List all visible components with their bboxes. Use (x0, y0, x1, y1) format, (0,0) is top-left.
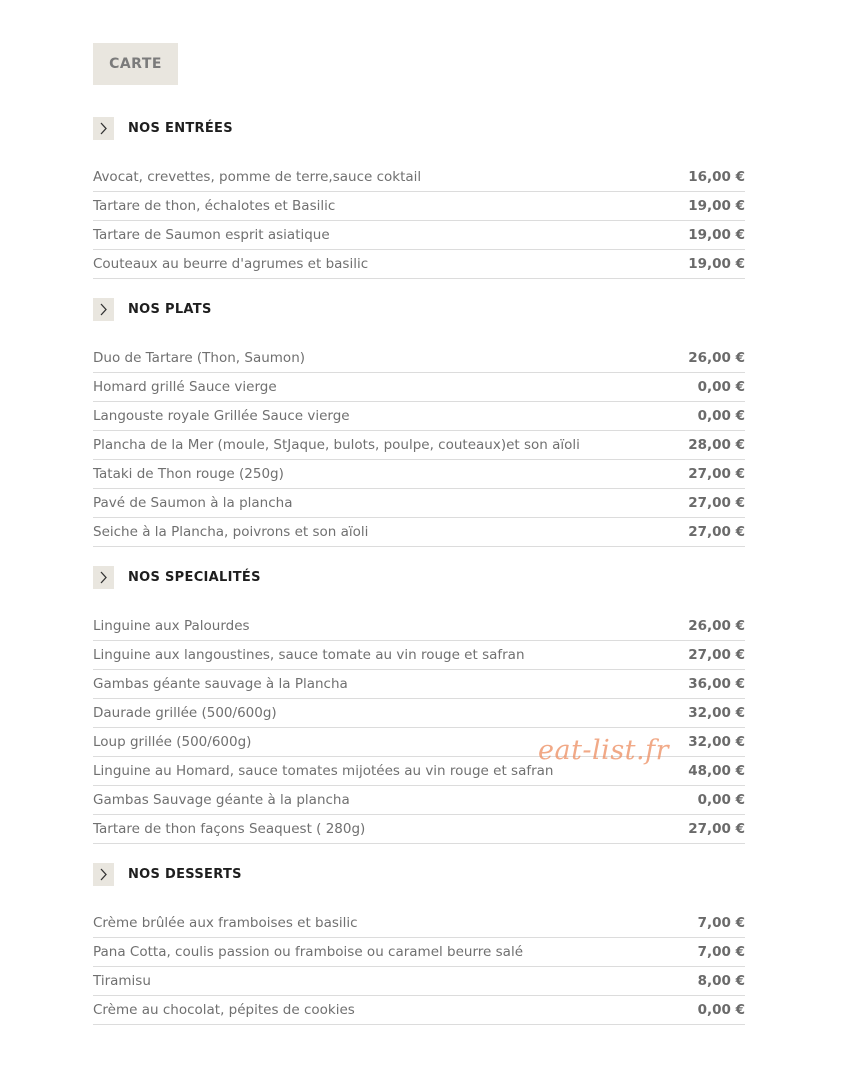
menu-item-name: Pavé de Saumon à la plancha (93, 495, 293, 511)
menu-item-name: Couteaux au beurre d'agrumes et basilic (93, 256, 369, 272)
menu-item-name: Daurade grillée (500/600g) (93, 705, 277, 721)
menu-item-name: Loup grillée (500/600g) (93, 734, 252, 750)
menu-item (93, 699, 745, 728)
menu-item-price: 19,00 € (688, 198, 745, 214)
menu-item-price: 27,00 € (688, 495, 745, 511)
menu-section (93, 297, 745, 547)
menu-item-name: Duo de Tartare (Thon, Saumon) (93, 350, 306, 366)
menu-item (93, 815, 745, 844)
menu-item (93, 163, 745, 192)
menu-item-list (93, 909, 745, 1025)
menu-item-name: Avocat, crevettes, pomme de terre,sauce coktail (93, 169, 422, 185)
menu-item (93, 373, 745, 402)
chevron-right-icon[interactable] (93, 566, 114, 589)
chevron-right-icon[interactable] (93, 863, 114, 886)
menu-item-name: Homard grillé Sauce vierge (93, 379, 277, 395)
menu-item-name: Langouste royale Grillée Sauce vierge (93, 408, 350, 424)
menu-item (93, 612, 745, 641)
menu-item-name: Gambas géante sauvage à la Plancha (93, 676, 348, 692)
menu-item (93, 402, 745, 431)
section-title: NOS DESSERTS (128, 866, 242, 882)
section-header[interactable] (93, 116, 745, 140)
menu-item (93, 221, 745, 250)
menu-item-name: Seiche à la Plancha, poivrons et son aïoli (93, 524, 369, 540)
menu-item-name: Linguine aux Palourdes (93, 618, 250, 634)
menu-item-name: Linguine aux langoustines, sauce tomate au vin rouge et safran (93, 647, 525, 663)
menu-item-price: 26,00 € (688, 350, 745, 366)
watermark: eat-list.fr (538, 735, 670, 766)
menu-item-name: Crème brûlée aux framboises et basilic (93, 915, 358, 931)
menu-item-price: 0,00 € (697, 379, 745, 395)
menu-item-list (93, 163, 745, 279)
menu-item-price: 26,00 € (688, 618, 745, 634)
section-title: NOS SPECIALITÉS (128, 569, 261, 585)
menu-item-price: 0,00 € (697, 792, 745, 808)
menu-item-name: Tataki de Thon rouge (250g) (93, 466, 284, 482)
menu-item-price: 7,00 € (697, 944, 745, 960)
menu-item (93, 670, 745, 699)
menu-section (93, 565, 745, 844)
menu-item-price: 0,00 € (697, 1002, 745, 1018)
tab-carte[interactable]: CARTE (93, 43, 178, 85)
menu-item (93, 489, 745, 518)
menu-item-name: Tartare de thon façons Seaquest ( 280g) (93, 821, 366, 837)
section-title: NOS ENTRÉES (128, 120, 233, 136)
menu-item-price: 32,00 € (688, 705, 745, 721)
menu-item-price: 32,00 € (688, 734, 745, 750)
menu-item (93, 938, 745, 967)
menu-item-price: 16,00 € (688, 169, 745, 185)
menu-item (93, 641, 745, 670)
menu-item-price: 27,00 € (688, 821, 745, 837)
section-header[interactable] (93, 565, 745, 589)
menu-item-price: 0,00 € (697, 408, 745, 424)
menu-item-name: Crème au chocolat, pépites de cookies (93, 1002, 355, 1018)
menu-item-price: 8,00 € (697, 973, 745, 989)
menu-item (93, 786, 745, 815)
menu-item (93, 460, 745, 489)
section-title: NOS PLATS (128, 301, 212, 317)
menu-item-price: 19,00 € (688, 256, 745, 272)
menu-item-price: 27,00 € (688, 647, 745, 663)
menu-item (93, 431, 745, 460)
menu-item-list (93, 344, 745, 547)
menu-item-name: Tartare de Saumon esprit asiatique (93, 227, 330, 243)
menu-item (93, 967, 745, 996)
menu-item-price: 7,00 € (697, 915, 745, 931)
menu-item (93, 909, 745, 938)
menu-section (93, 116, 745, 279)
menu-item (93, 192, 745, 221)
menu-item (93, 344, 745, 373)
menu-item-name: Pana Cotta, coulis passion ou framboise ou caramel beurre salé (93, 944, 524, 960)
menu-item (93, 996, 745, 1025)
menu-item-price: 28,00 € (688, 437, 745, 453)
menu-item (93, 250, 745, 279)
menu-item-price: 27,00 € (688, 524, 745, 540)
menu-item-name: Tiramisu (93, 973, 151, 989)
menu-item-list (93, 612, 745, 844)
menu-item-name: Tartare de thon, échalotes et Basilic (93, 198, 336, 214)
chevron-right-icon[interactable] (93, 117, 114, 140)
menu-item-price: 36,00 € (688, 676, 745, 692)
menu-item-price: 19,00 € (688, 227, 745, 243)
chevron-right-icon[interactable] (93, 298, 114, 321)
menu-item-name: Linguine au Homard, sauce tomates mijotées au vin rouge et safran (93, 763, 554, 779)
menu-item-price: 48,00 € (688, 763, 745, 779)
menu-item-name: Plancha de la Mer (moule, StJaque, bulots, poulpe, couteaux)et son aïoli (93, 437, 580, 453)
section-header[interactable] (93, 862, 745, 886)
menu-item-name: Gambas Sauvage géante à la plancha (93, 792, 350, 808)
menu-section (93, 862, 745, 1025)
menu-item-price: 27,00 € (688, 466, 745, 482)
menu-item (93, 518, 745, 547)
section-header[interactable] (93, 297, 745, 321)
